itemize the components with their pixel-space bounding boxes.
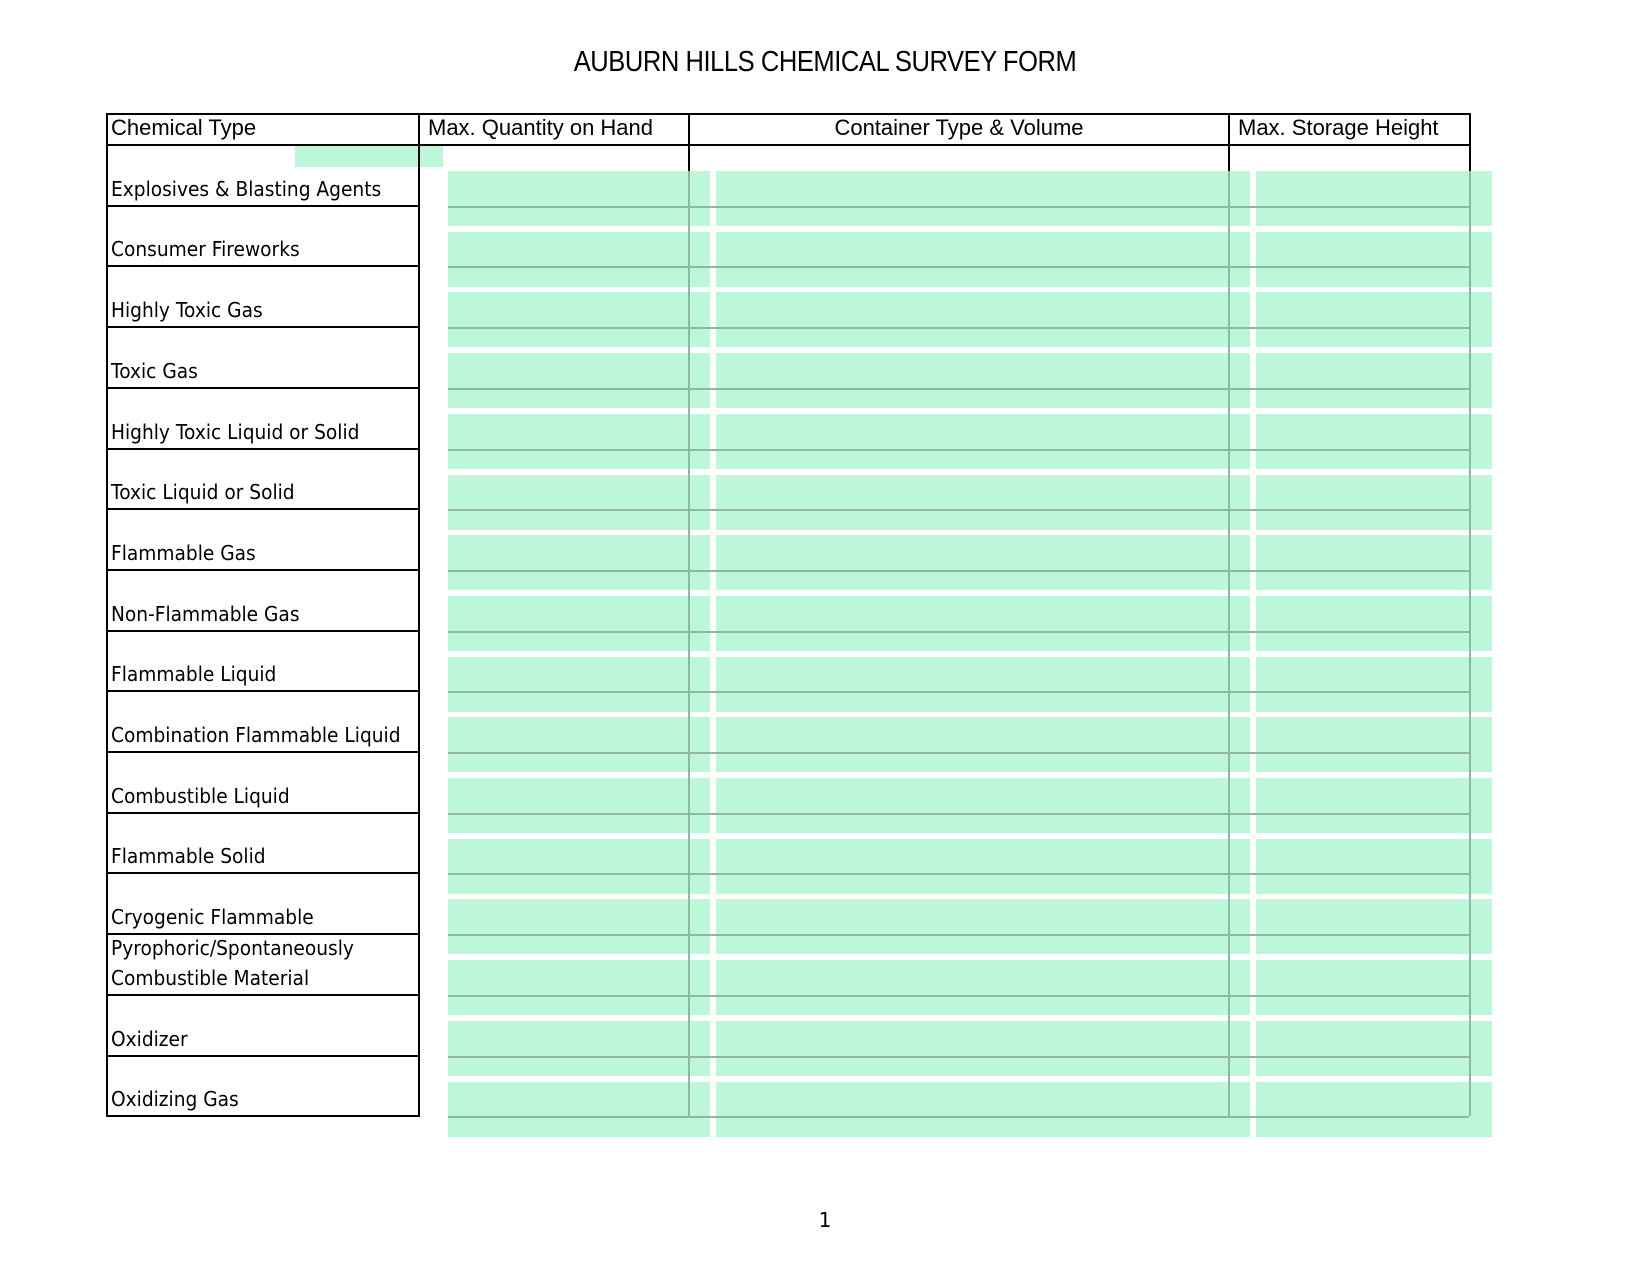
max-quantity-field[interactable] — [448, 535, 710, 590]
max-quantity-field[interactable] — [448, 353, 710, 408]
row-label-line: Highly Toxic Liquid or Solid — [111, 420, 360, 444]
row-label-line: Non-Flammable Gas — [111, 602, 300, 626]
row-border — [106, 205, 418, 207]
column-header-max-quantity: Max. Quantity on Hand — [428, 115, 654, 140]
row-label — [111, 295, 263, 325]
column-border-0 — [106, 113, 108, 1117]
field-row-border — [448, 570, 1469, 572]
max-quantity-field[interactable] — [448, 414, 710, 469]
row-label-line: Combination Flammable Liquid — [111, 723, 401, 747]
row-label-line: Combustible Liquid — [111, 784, 290, 808]
row-label — [111, 1084, 239, 1114]
storage-height-field[interactable] — [1256, 717, 1492, 772]
row-border — [106, 569, 418, 571]
storage-height-field[interactable] — [1256, 353, 1492, 408]
row-label-line: Flammable Solid — [111, 844, 266, 868]
storage-height-field[interactable] — [1256, 535, 1492, 590]
row-label — [111, 234, 300, 264]
container-field[interactable] — [716, 232, 1250, 287]
row-label — [111, 477, 295, 507]
column-header-container: Container Type & Volume — [834, 115, 1084, 140]
max-quantity-field[interactable] — [448, 657, 710, 712]
row-border — [106, 690, 418, 692]
row-label-line: Combustible Material — [111, 966, 310, 990]
row-label — [111, 933, 354, 993]
field-row-border — [448, 1056, 1469, 1058]
container-field[interactable] — [716, 353, 1250, 408]
storage-height-field[interactable] — [1256, 232, 1492, 287]
row-border — [106, 326, 418, 328]
column-border-1 — [418, 113, 420, 1117]
row-border — [106, 751, 418, 753]
container-field[interactable] — [716, 717, 1250, 772]
row-label-line: Oxidizer — [111, 1027, 188, 1051]
field-row-border — [448, 752, 1469, 754]
max-quantity-field[interactable] — [448, 292, 710, 347]
form-title: AUBURN HILLS CHEMICAL SURVEY FORM — [573, 46, 1077, 78]
field-row-border — [448, 813, 1469, 815]
max-quantity-field[interactable] — [448, 475, 710, 530]
field-column-border — [688, 171, 690, 1116]
page-number: 1 — [818, 1208, 832, 1232]
storage-height-field[interactable] — [1256, 1021, 1492, 1076]
container-field[interactable] — [716, 475, 1250, 530]
table-bottom-border — [106, 1115, 420, 1117]
row-label — [111, 902, 314, 932]
container-field[interactable] — [716, 839, 1250, 894]
storage-height-field[interactable] — [1256, 778, 1492, 833]
field-column-border — [1228, 171, 1230, 1116]
max-quantity-field[interactable] — [448, 232, 710, 287]
field-row-border — [448, 995, 1469, 997]
storage-height-field[interactable] — [1256, 475, 1492, 530]
storage-height-field[interactable] — [1256, 596, 1492, 651]
field-row-border — [448, 873, 1469, 875]
row-border — [106, 812, 418, 814]
row-label — [111, 599, 300, 629]
storage-height-field[interactable] — [1256, 899, 1492, 954]
field-column-border — [1469, 171, 1471, 1116]
row-label-line: Cryogenic Flammable — [111, 905, 314, 929]
max-quantity-field[interactable] — [448, 171, 710, 226]
row-label — [111, 720, 401, 750]
storage-height-field[interactable] — [1256, 414, 1492, 469]
container-field[interactable] — [716, 414, 1250, 469]
container-field[interactable] — [716, 1021, 1250, 1076]
container-field[interactable] — [716, 778, 1250, 833]
max-quantity-field[interactable] — [448, 1082, 710, 1137]
row-label — [111, 1024, 188, 1054]
container-field[interactable] — [716, 535, 1250, 590]
row-border — [106, 448, 418, 450]
column-header-storage-height: Max. Storage Height — [1238, 115, 1439, 140]
storage-height-field[interactable] — [1256, 657, 1492, 712]
row-border — [106, 1055, 418, 1057]
row-border — [106, 387, 418, 389]
max-quantity-field[interactable] — [448, 839, 710, 894]
row-label-line: Pyrophoric/Spontaneously — [111, 936, 354, 960]
row-label-line: Toxic Gas — [111, 359, 198, 383]
container-field[interactable] — [716, 960, 1250, 1015]
field-row-border — [448, 388, 1469, 390]
container-field[interactable] — [716, 1082, 1250, 1137]
storage-height-field[interactable] — [1256, 1082, 1492, 1137]
row-border — [106, 630, 418, 632]
row-label-line: Flammable Liquid — [111, 662, 277, 686]
container-field[interactable] — [716, 899, 1250, 954]
row-label-line: Consumer Fireworks — [111, 237, 300, 261]
field-row-border — [448, 509, 1469, 511]
container-field[interactable] — [716, 171, 1250, 226]
max-quantity-field[interactable] — [448, 717, 710, 772]
table-top-border — [106, 113, 1470, 115]
max-quantity-field[interactable] — [448, 1021, 710, 1076]
row-label-line: Toxic Liquid or Solid — [111, 480, 295, 504]
storage-height-field[interactable] — [1256, 171, 1492, 226]
container-field[interactable] — [716, 292, 1250, 347]
row-label — [111, 841, 266, 871]
storage-height-field[interactable] — [1256, 292, 1492, 347]
row-border — [106, 994, 418, 996]
header-bottom-border — [106, 144, 1470, 146]
column-header-chemical-type: Chemical Type — [111, 115, 257, 140]
field-row-border — [448, 934, 1469, 936]
row-label — [111, 659, 276, 689]
row-border — [106, 508, 418, 510]
container-field[interactable] — [716, 657, 1250, 712]
storage-height-field[interactable] — [1256, 839, 1492, 894]
field-row-border — [448, 266, 1469, 268]
field-row-border — [448, 327, 1469, 329]
row-label — [111, 781, 290, 811]
container-field[interactable] — [716, 596, 1250, 651]
field-row-border — [448, 206, 1469, 208]
field-row-border — [448, 449, 1469, 451]
row-label — [111, 417, 359, 447]
header-field[interactable] — [295, 144, 443, 167]
row-border — [106, 265, 418, 267]
row-label — [111, 356, 198, 386]
row-label-line: Flammable Gas — [111, 541, 256, 565]
row-border — [106, 872, 418, 874]
row-label-line: Oxidizing Gas — [111, 1087, 239, 1111]
row-label — [111, 174, 381, 204]
field-row-border — [448, 691, 1469, 693]
row-label-line: Highly Toxic Gas — [111, 298, 263, 322]
storage-height-field[interactable] — [1256, 960, 1492, 1015]
field-row-border — [448, 631, 1469, 633]
max-quantity-field[interactable] — [448, 596, 710, 651]
row-label-line: Explosives & Blasting Agents — [111, 177, 382, 201]
row-label — [111, 538, 256, 568]
max-quantity-field[interactable] — [448, 778, 710, 833]
max-quantity-field[interactable] — [448, 899, 710, 954]
field-row-border — [448, 1116, 1469, 1118]
max-quantity-field[interactable] — [448, 960, 710, 1015]
